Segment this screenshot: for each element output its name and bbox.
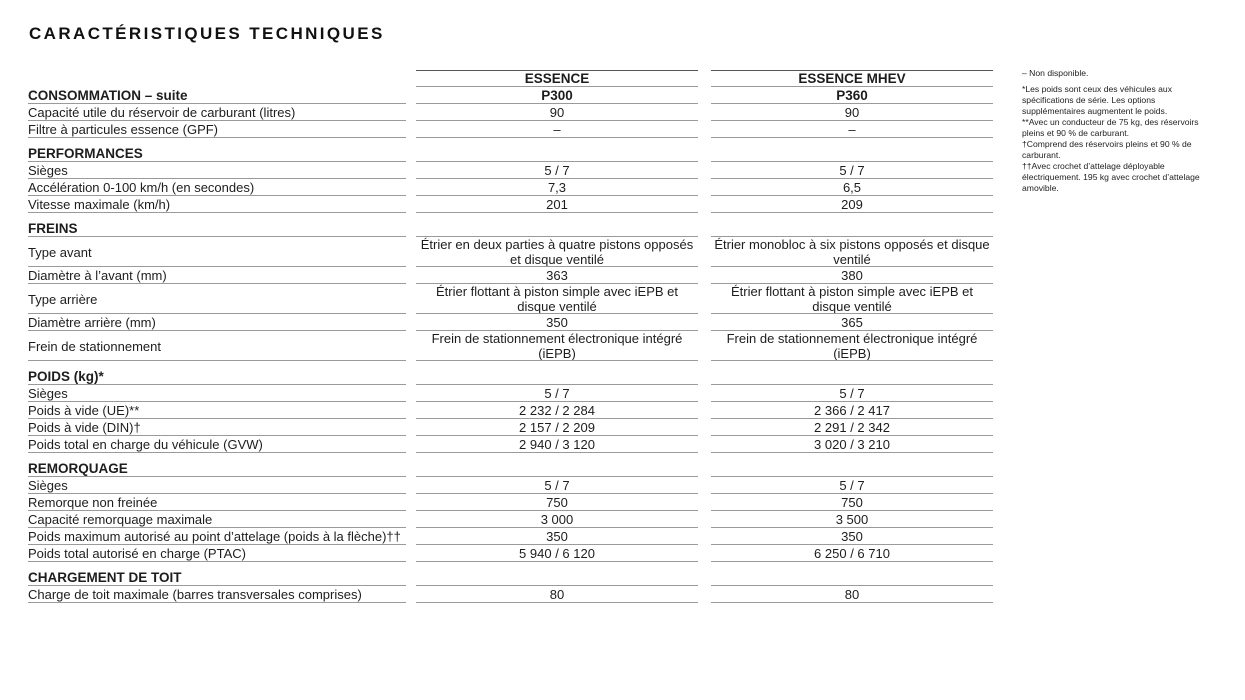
col2-fuel-header: ESSENCE MHEV [798,71,906,86]
row-label: Sièges [28,478,68,493]
table-row [28,104,994,121]
row-value-p300: 3 000 [540,512,574,527]
col2-model-header: P360 [836,88,868,103]
row-value-p300: 2 940 / 3 120 [519,437,595,452]
row-value-p360: 5 / 7 [839,163,865,178]
footnote-towbar: ††Avec crochet d’attelage déployable électriquement. 195 kg avec crochet d’attelage amovible. [1022,161,1200,193]
table-row [28,477,994,494]
row-label: Poids à vide (UE)** [28,403,140,418]
row-value-p300: Frein de stationnement électronique intégré (iEPB) [431,331,683,361]
row-value-p300: 90 [549,105,565,120]
table-row [28,237,994,267]
row-label: Capacité remorquage maximale [28,512,213,527]
section-chargement-de-toit [28,569,994,586]
section-title: CONSOMMATION – suite [28,88,188,103]
row-value-p360: 350 [841,529,863,544]
row-label: Vitesse maximale (km/h) [28,197,171,212]
row-value-p300: 350 [546,315,568,330]
table-row [28,196,994,213]
row-value-p360: 3 020 / 3 210 [814,437,890,452]
row-value-p360: 3 500 [835,512,869,527]
col1-fuel-header: ESSENCE [524,71,590,86]
row-label: Remorque non freinée [28,495,158,510]
row-value-p300: 350 [546,529,568,544]
footnote-weights: *Les poids sont ceux des véhicules aux spécifications de série. Les options supplémentaires augmentent le poids. [1022,84,1173,116]
header-fuel-row [28,70,994,87]
row-label: Accélération 0-100 km/h (en secondes) [28,180,255,195]
row-label: Poids à vide (DIN)† [28,420,141,435]
row-value-p360: 2 291 / 2 342 [814,420,890,435]
row-value-p300: 2 157 / 2 209 [519,420,595,435]
page-title: CARACTÉRISTIQUES TECHNIQUES [29,24,385,43]
row-value-p300: – [553,122,561,137]
row-value-p300: 201 [546,197,568,212]
table-row [28,385,994,402]
row-value-p300: 7,3 [547,180,567,195]
section-poids [28,368,994,385]
table-row [28,402,994,419]
spec-table [28,70,994,603]
section-remorquage [28,460,994,477]
row-value-p300: 5 / 7 [544,386,570,401]
table-row [28,284,994,314]
section-title: POIDS (kg)* [28,369,104,384]
footnote-not-available: – Non disponible. [1022,68,1089,78]
table-row [28,331,994,361]
row-value-p360: 6 250 / 6 710 [814,546,890,561]
table-row [28,419,994,436]
section-performances [28,145,994,162]
row-value-p360: 5 / 7 [839,478,865,493]
row-value-p360: Étrier monobloc à six pistons opposés et disque ventilé [714,237,990,267]
row-value-p360: Frein de stationnement électronique intégré (iEPB) [726,331,978,361]
row-value-p360: – [848,122,856,137]
row-value-p360: 5 / 7 [839,386,865,401]
table-row [28,511,994,528]
table-row [28,314,994,331]
row-value-p360: 380 [841,268,863,283]
footnote-tanks: †Comprend des réservoirs pleins et 90 % de carburant. [1022,139,1192,160]
section-title: REMORQUAGE [28,461,128,476]
row-label: Poids maximum autorisé au point d’attelage (poids à la flèche)†† [28,529,401,544]
section-title: PERFORMANCES [28,146,143,161]
row-value-p300: Étrier flottant à piston simple avec iEPB et disque ventilé [435,284,679,314]
row-value-p360: 209 [841,197,863,212]
section-title: FREINS [28,221,78,236]
row-value-p360: 2 366 / 2 417 [814,403,890,418]
row-label: Diamètre à l’avant (mm) [28,268,167,283]
row-label: Type arrière [28,291,98,307]
section-freins [28,220,994,237]
row-label: Type avant [28,244,92,260]
row-label: Charge de toit maximale (barres transversales comprises) [28,587,362,602]
row-label: Poids total en charge du véhicule (GVW) [28,437,263,452]
table-row [28,436,994,453]
row-label: Filtre à particules essence (GPF) [28,122,219,137]
row-label: Sièges [28,386,68,401]
row-value-p360: 6,5 [842,180,862,195]
table-row [28,267,994,284]
section-title: CHARGEMENT DE TOIT [28,570,182,585]
row-value-p300: Étrier en deux parties à quatre pistons opposés et disque ventilé [420,237,694,267]
table-row [28,121,994,138]
row-label: Sièges [28,163,68,178]
row-value-p300: 750 [546,495,568,510]
row-value-p300: 2 232 / 2 284 [519,403,595,418]
row-label: Capacité utile du réservoir de carburant (litres) [28,105,296,120]
row-value-p360: Étrier flottant à piston simple avec iEPB et disque ventilé [730,284,974,314]
footnote-driver: **Avec un conducteur de 75 kg, des réservoirs pleins et 90 % de carburant. [1022,117,1199,138]
section-consommation [28,87,994,104]
table-row [28,162,994,179]
col1-model-header: P300 [541,88,573,103]
table-row [28,545,994,562]
row-label: Diamètre arrière (mm) [28,315,156,330]
row-label: Poids total autorisé en charge (PTAC) [28,546,246,561]
row-value-p300: 5 / 7 [544,163,570,178]
table-row [28,528,994,545]
row-value-p300: 80 [549,587,565,602]
row-value-p360: 365 [841,315,863,330]
table-row [28,586,994,603]
row-label: Frein de stationnement [28,338,161,354]
row-value-p360: 750 [841,495,863,510]
footnotes [1022,68,1200,194]
row-value-p300: 5 940 / 6 120 [519,546,595,561]
row-value-p360: 90 [844,105,860,120]
row-value-p300: 5 / 7 [544,478,570,493]
table-row [28,494,994,511]
row-value-p360: 80 [844,587,860,602]
row-value-p300: 363 [546,268,568,283]
table-row [28,179,994,196]
